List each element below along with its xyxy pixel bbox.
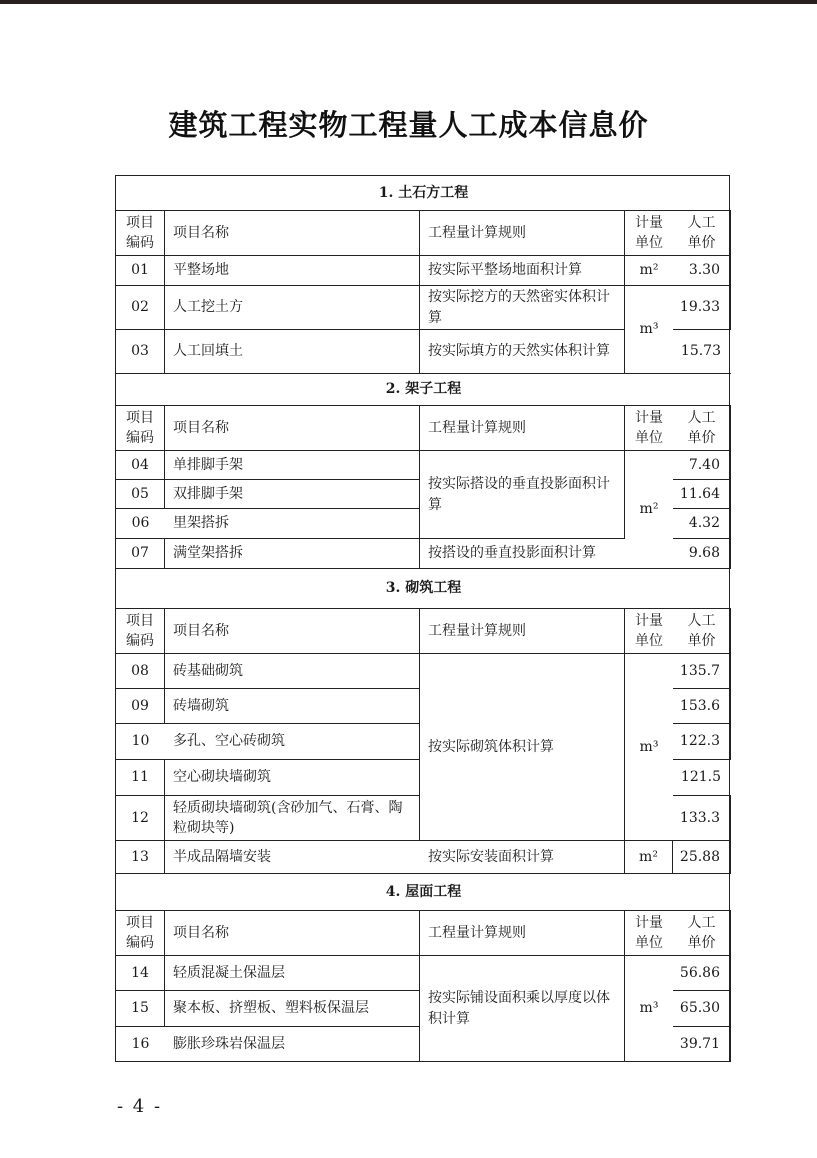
row-name: 双排脚手架	[165, 480, 420, 509]
row-name: 砖基础砌筑	[165, 654, 420, 689]
row-name: 多孔、空心砖砌筑	[165, 724, 420, 760]
row-price: 56.86	[673, 956, 731, 991]
row-code: 02	[116, 286, 165, 330]
row-code: 06	[116, 509, 165, 539]
section-roofing	[116, 874, 729, 1062]
header-rule: 工程量计算规则	[420, 406, 625, 451]
row-rule: 按实际挖方的天然密实体积计算	[420, 286, 625, 330]
section-masonry	[116, 569, 729, 874]
header-name: 项目名称	[165, 211, 420, 256]
row-name: 半成品隔墙安装	[165, 841, 420, 874]
row-name: 人工挖土方	[165, 286, 420, 330]
header-code: 项目编码	[116, 406, 165, 451]
row-name: 平整场地	[165, 256, 420, 286]
row-name: 膨胀珍珠岩保温层	[165, 1027, 420, 1062]
price-table	[115, 175, 730, 1062]
header-unit: 计量单位	[625, 211, 673, 256]
page-number: - 4 -	[117, 1096, 163, 1117]
row-code: 05	[116, 480, 165, 509]
row-name: 空心砌块墙砌筑	[165, 760, 420, 796]
row-code: 14	[116, 956, 165, 991]
header-code: 项目编码	[116, 211, 165, 256]
header-price: 人工单价	[673, 211, 731, 256]
row-name: 砖墙砌筑	[165, 689, 420, 724]
row-code: 03	[116, 330, 165, 374]
row-price: 4.32	[673, 509, 731, 539]
header-unit: 计量单位	[625, 911, 673, 956]
row-code: 09	[116, 689, 165, 724]
header-code: 项目编码	[116, 609, 165, 654]
row-code: 04	[116, 451, 165, 480]
row-code: 08	[116, 654, 165, 689]
row-name: 轻质砌块墙砌筑(含砂加气、石膏、陶粒砌块等)	[165, 796, 420, 841]
row-price: 25.88	[673, 841, 731, 874]
row-rule: 按实际搭设的垂直投影面积计算	[420, 451, 625, 539]
row-name: 单排脚手架	[165, 451, 420, 480]
row-rule: 按实际铺设面积乘以厚度以体积计算	[420, 956, 625, 1062]
header-unit: 计量单位	[625, 406, 673, 451]
row-price: 7.40	[673, 451, 731, 480]
header-rule: 工程量计算规则	[420, 911, 625, 956]
header-rule: 工程量计算规则	[420, 211, 625, 256]
row-unit: m²	[625, 451, 673, 569]
row-unit: m³	[625, 654, 673, 841]
row-rule: 按搭设的垂直投影面积计算	[420, 539, 625, 569]
section-title: 3. 砌筑工程	[116, 569, 731, 609]
row-price: 65.30	[673, 991, 731, 1027]
row-code: 13	[116, 841, 165, 874]
row-code: 15	[116, 991, 165, 1027]
row-rule: 按实际填方的天然实体积计算	[420, 330, 625, 374]
header-name: 项目名称	[165, 609, 420, 654]
row-price: 39.71	[673, 1027, 731, 1062]
section-title: 1. 土石方工程	[116, 176, 731, 211]
scan-top-edge	[0, 0, 817, 4]
row-rule: 按实际平整场地面积计算	[420, 256, 625, 286]
row-name: 人工回填土	[165, 330, 420, 374]
header-price: 人工单价	[673, 911, 731, 956]
row-price: 153.6	[673, 689, 731, 724]
section-earthwork	[116, 176, 729, 374]
section-title: 4. 屋面工程	[116, 874, 731, 911]
header-price: 人工单价	[673, 406, 731, 451]
header-rule: 工程量计算规则	[420, 609, 625, 654]
header-code: 项目编码	[116, 911, 165, 956]
row-code: 07	[116, 539, 165, 569]
header-name: 项目名称	[165, 911, 420, 956]
row-price: 19.33	[673, 286, 731, 330]
page-title: 建筑工程实物工程量人工成本信息价	[168, 108, 649, 142]
row-price: 9.68	[673, 539, 731, 569]
row-price: 11.64	[673, 480, 731, 509]
row-price: 135.7	[673, 654, 731, 689]
row-rule: 按实际砌筑体积计算	[420, 654, 625, 841]
row-name: 聚本板、挤塑板、塑料板保温层	[165, 991, 420, 1027]
row-price: 122.3	[673, 724, 731, 760]
row-code: 16	[116, 1027, 165, 1062]
row-price: 133.3	[673, 796, 731, 841]
row-price: 3.30	[673, 256, 731, 286]
row-name: 满堂架搭拆	[165, 539, 420, 569]
row-unit: m²	[625, 256, 673, 286]
row-code: 12	[116, 796, 165, 841]
row-code: 10	[116, 724, 165, 760]
row-code: 01	[116, 256, 165, 286]
row-unit: m³	[625, 286, 673, 374]
section-scaffolding	[116, 374, 729, 569]
row-price: 121.5	[673, 760, 731, 796]
row-unit: m³	[625, 956, 673, 1062]
row-unit: m²	[625, 841, 673, 874]
row-price: 15.73	[673, 330, 731, 374]
row-name: 轻质混凝土保温层	[165, 956, 420, 991]
header-name: 项目名称	[165, 406, 420, 451]
section-title: 2. 架子工程	[116, 374, 731, 406]
header-price: 人工单价	[673, 609, 731, 654]
row-rule: 按实际安装面积计算	[420, 841, 625, 874]
header-unit: 计量单位	[625, 609, 673, 654]
row-code: 11	[116, 760, 165, 796]
row-name: 里架搭拆	[165, 509, 420, 539]
